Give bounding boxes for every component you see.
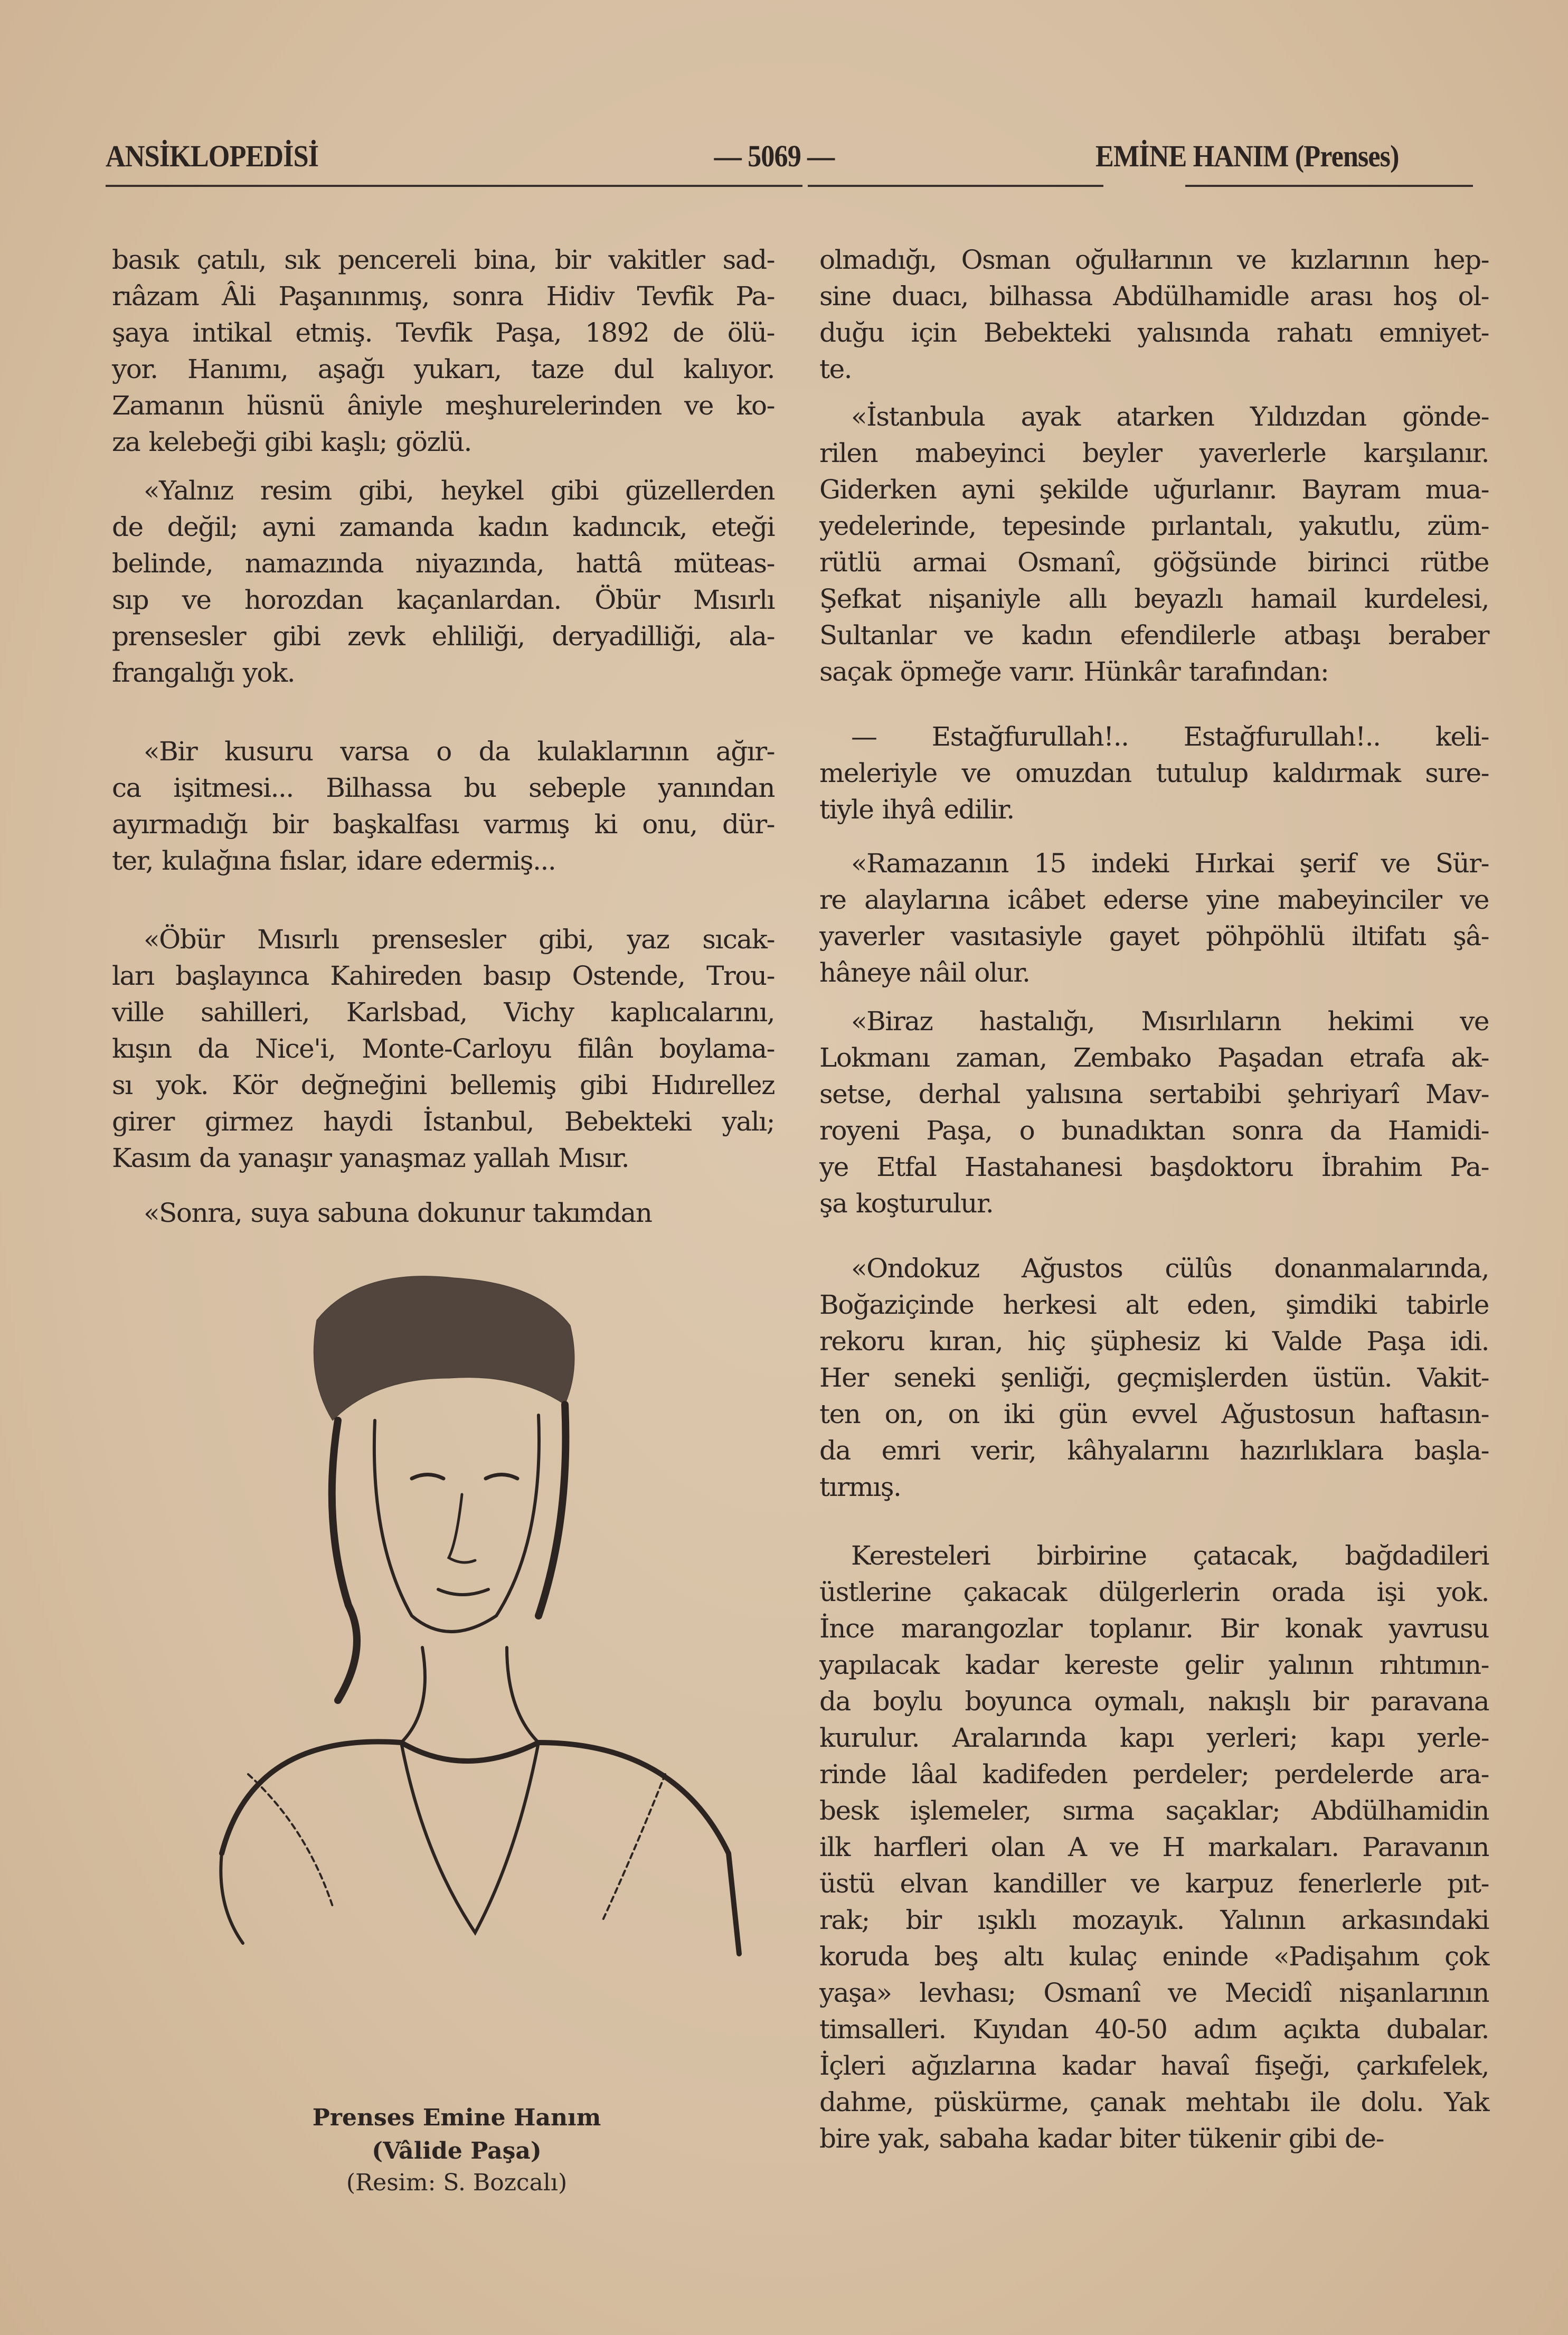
text-line: girer girmez haydi İstanbul, Bebekteki yalı; — [112, 1106, 774, 1137]
text-line: yapılacak kadar kereste gelir yalının rıhtımın- — [819, 1650, 1489, 1680]
portrait-illustration — [201, 1246, 750, 2059]
text-line: sıp ve horozdan kaçanlardan. Öbür Mısırlı — [112, 585, 774, 615]
text-line: «Biraz hastalığı, Mısırlıların hekimi ve — [851, 1006, 1489, 1037]
text-line: sine duacı, bilhassa Abdülhamidle arası hoş ol- — [819, 281, 1489, 312]
text-line: ca işitmesi... Bilhassa bu sebeple yanından — [112, 773, 774, 803]
text-line: Her seneki şenliği, geçmişlerden üstün. Vakit- — [819, 1362, 1489, 1393]
paragraph — [112, 921, 774, 1176]
paragraph — [819, 1003, 1489, 1222]
text-line: rıâzam Âli Paşanınmış, sonra Hidiv Tevfik Pa- — [112, 281, 774, 312]
text-line: «İstanbula ayak atarken Yıldızdan gönde- — [851, 401, 1489, 432]
text-line: yedelerinde, tepesinde pırlantalı, yakutlu, züm- — [819, 511, 1489, 541]
text-line: üstü elvan kandiller ve karpuz fenerlerle pıt- — [819, 1868, 1489, 1899]
text-line: Keresteleri birbirine çatacak, bağdadileri — [851, 1540, 1489, 1571]
text-line: ayırmadığı bir başkalfası varmış ki onu, dür- — [112, 809, 774, 840]
text-line: rak; bir ışıklı mozayık. Yalının arkasındaki — [819, 1905, 1489, 1935]
text-line: za kelebeği gibi kaşlı; gözlü. — [112, 427, 471, 457]
text-line: besk işlemeler, sırma saçaklar; Abdülhamidin — [819, 1795, 1489, 1826]
text-line: üstlerine çakacak dülgerlerin orada işi yok. — [819, 1577, 1489, 1607]
text-line: royeni Paşa, o bunadıktan sonra da Hamidi- — [819, 1115, 1489, 1146]
running-header-left: ANSİKLOPEDİSİ — [106, 139, 319, 173]
text-line: Boğaziçinde herkesi alt eden, şimdiki tabirle — [819, 1289, 1489, 1320]
text-line: Giderken ayni şekilde uğurlanır. Bayram mua- — [819, 474, 1489, 505]
text-line: ten on, on iki gün evvel Ağustosun haftasın- — [819, 1399, 1489, 1429]
running-header-right: EMİNE HANIM (Prenses) — [1095, 139, 1399, 173]
header-rule-mid — [808, 185, 1103, 187]
text-line: şaya intikal etmiş. Tevfik Paşa, 1892 de ölü- — [112, 317, 774, 348]
text-line: — Estağfurullah!.. Estağfurullah!.. keli- — [851, 721, 1489, 752]
text-line: hâneye nâil olur. — [819, 957, 1030, 988]
text-line: tiyle ihyâ edilir. — [819, 794, 1014, 825]
caption-title: Prenses Emine Hanım — [312, 2104, 601, 2131]
paragraph — [112, 242, 774, 460]
text-line: ları başlayınca Kahireden basıp Ostende, Trou- — [112, 961, 774, 991]
text-line: frangalığı yok. — [112, 657, 295, 688]
caption-subtitle: (Vâlide Paşa) — [372, 2138, 542, 2164]
paragraph — [819, 1250, 1489, 1505]
text-line: de değil; ayni zamanda kadın kadıncık, eteği — [112, 512, 774, 542]
text-line: ville sahilleri, Karlsbad, Vichy kaplıcalarını, — [112, 997, 774, 1028]
paragraph — [819, 242, 1489, 388]
text-line: timsalleri. Kıyıdan 40-50 adım açıkta dubalar. — [819, 2014, 1489, 2045]
text-line: «Ramazanın 15 indeki Hırkai şerif ve Sür- — [851, 848, 1489, 879]
paragraph — [112, 1195, 774, 1231]
text-line: yaverler vasıtasiyle gayet pöhpöhlü iltifatı şâ- — [819, 921, 1489, 952]
text-line: re alaylarına icâbet ederse yine mabeyinciler ve — [819, 884, 1489, 915]
text-line: «Ondokuz Ağustos cülûs donanmalarında, — [851, 1253, 1489, 1284]
text-line: dahme, püskürme, çanak mehtabı ile dolu. Yak — [819, 2087, 1489, 2117]
text-line: saçak öpmeğe varır. Hünkâr tarafından: — [819, 656, 1329, 687]
text-line: te. — [819, 354, 852, 384]
text-line: «Bir kusuru varsa o da kulaklarının ağır- — [144, 736, 774, 767]
header-rule-left — [106, 185, 802, 187]
text-line: Zamanın hüsnü âniyle meşhurelerinden ve ko- — [112, 390, 774, 421]
text-line: kışın da Nice'i, Monte-Carloyu filân boylama- — [112, 1033, 774, 1064]
text-line: duğu için Bebekteki yalısında rahatı emniyet- — [819, 317, 1489, 348]
text-line: ter, kulağına fıslar, idare edermiş... — [112, 845, 556, 876]
caption-credit: (Resim: S. Bozcalı) — [346, 2169, 568, 2196]
text-line: şa koşturulur. — [819, 1188, 994, 1219]
text-line: olmadığı, Osman oğulłarının ve kızlarının hep- — [819, 244, 1489, 275]
header-rule-right — [1185, 185, 1473, 187]
text-line: yaşa» levhası; Osmanî ve Mecidî nişanlarının — [819, 1978, 1489, 2008]
text-line: da boylu boyunca oymalı, nakışlı bir paravana — [819, 1686, 1489, 1717]
text-line: meleriyle ve omuzdan tutulup kaldırmak sure- — [819, 758, 1489, 788]
text-line: ye Etfal Hastahanesi başdoktoru İbrahim Pa- — [819, 1152, 1489, 1182]
text-line: setse, derhal yalısına sertabibi şehriyarî Mav- — [819, 1079, 1489, 1109]
paragraph — [819, 845, 1489, 991]
text-line: ilk harfleri olan A ve H markaları. Paravanın — [819, 1832, 1489, 1862]
text-line: kurulur. Aralarında kapı yerleri; kapı yerle- — [819, 1722, 1489, 1753]
text-line: basık çatılı, sık pencereli bina, bir vakitler sad- — [112, 244, 774, 275]
text-line: prensesler gibi zevk ehliliği, deryadilliği, ala- — [112, 621, 774, 652]
text-line: Lokmanı zaman, Zembako Paşadan etrafa ak- — [819, 1042, 1489, 1073]
text-line: rütlü armai Osmanî, göğsünde birinci rütbe — [819, 547, 1489, 578]
text-line: rilen mabeyinci beyler yaverlerle karşılanır. — [819, 438, 1489, 468]
text-line: sı yok. Kör değneğini bellemiş gibi Hıdırellez — [112, 1070, 774, 1100]
text-line: koruda beş altı kulaç eninde «Padişahım çok — [819, 1941, 1489, 1972]
text-line: «Yalnız resim gibi, heykel gibi güzellerden — [144, 475, 774, 506]
paragraph — [112, 733, 774, 879]
text-line: Sultanlar ve kadın efendilerle atbaşı beraber — [819, 620, 1489, 651]
text-line: tırmış. — [819, 1472, 901, 1502]
text-line: rekoru kıran, hiç şüphesiz ki Valde Paşa idi. — [819, 1326, 1489, 1357]
text-line: rinde lâal kadifeden perdeler; perdelerde ara- — [819, 1759, 1489, 1790]
text-line: Kasım da yanaşır yanaşmaz yallah Mısır. — [112, 1143, 629, 1173]
text-line: belinde, namazında niyazında, hattâ müteas- — [112, 548, 774, 579]
paragraph — [112, 473, 774, 691]
page-number: — 5069 — — [714, 139, 835, 173]
text-line: yor. Hanımı, aşağı yukarı, taze dul kalıyor. — [112, 354, 774, 384]
paragraph — [819, 399, 1489, 690]
text-line: bire yak, sabaha kadar biter tükenir gibi de- — [819, 2123, 1384, 2154]
text-line: «Öbür Mısırlı prensesler gibi, yaz sıcak- — [144, 924, 774, 955]
text-line: İçleri ağızlarına kadar havaî fişeği, çarkıfelek, — [819, 2050, 1489, 2081]
paragraph — [819, 1538, 1489, 2157]
text-line: da emri verir, kâhyalarını hazırlıklara başla- — [819, 1435, 1489, 1466]
text-line: «Sonra, suya sabuna dokunur takımdan — [144, 1198, 652, 1228]
text-line: İnce marangozlar toplanır. Bir konak yavrusu — [819, 1613, 1489, 1644]
paragraph — [819, 719, 1489, 828]
text-line: Şefkat nişaniyle allı beyazlı hamail kurdelesi, — [819, 583, 1489, 614]
